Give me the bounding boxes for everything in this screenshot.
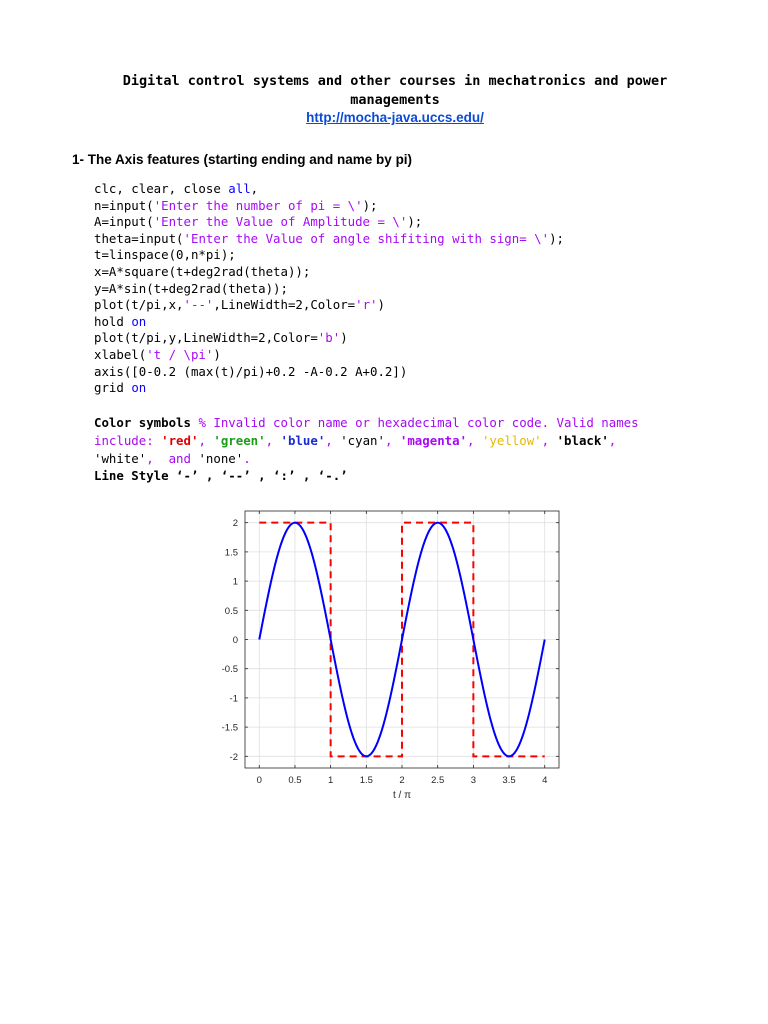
code-token: y=A*sin(t+deg2rad(theta));: [94, 280, 288, 296]
color-yellow: 'yellow': [481, 433, 542, 449]
y-tick-label: 1.5: [224, 547, 238, 559]
code-token: '--': [183, 297, 214, 313]
color-none: 'none': [198, 451, 244, 467]
y-tick-label: 0: [232, 635, 238, 646]
color-cyan: 'cyan': [340, 433, 385, 449]
document-title: Digital control systems and other courses in mechatronics and power managements: [122, 73, 668, 108]
code-token: ): [213, 346, 221, 362]
code-token: on: [131, 380, 147, 396]
color-symbols-note: Color symbols % Invalid color name or hexadecimal color code. Valid names include: 'red', 'green', 'blue', 'cyan', 'magenta', 'yellow', 'black', 'white', and 'none'.: [94, 415, 639, 467]
x-tick-label: 3: [470, 775, 477, 786]
code-token: on: [131, 313, 147, 329]
code-token: ): [340, 330, 348, 346]
code-token: 'Enter the Value of angle shifiting with sign= \': [183, 230, 550, 246]
y-tick-label: -2: [229, 751, 238, 763]
code-token: 'b': [317, 330, 341, 346]
code-token: axis([0-0.2 (max(t)/pi)+0.2 -A-0.2 A+0.2]): [94, 363, 408, 379]
y-tick-label: -1: [229, 693, 238, 705]
code-token: x=A*square(t+deg2rad(theta));: [94, 263, 311, 279]
y-tick-label: 0.5: [224, 605, 238, 617]
color-green: 'green': [213, 433, 266, 449]
code-token: ,: [250, 181, 259, 196]
y-tick-label: 1: [232, 576, 238, 588]
code-token: );: [362, 197, 378, 213]
y-tick-label: -1.5: [221, 722, 238, 734]
x-tick-label: 1: [327, 775, 334, 786]
code-token: t=linspace(0,n*pi);: [94, 247, 236, 263]
course-website-link[interactable]: http://mocha-java.uccs.edu/: [306, 110, 484, 125]
x-axis-label: t / π: [392, 790, 412, 801]
line-style-text: Line Style ‘-’ , ‘--’ , ‘:’ , ‘-.’: [94, 468, 348, 483]
code-token: plot(t/pi,x,: [94, 297, 184, 313]
x-tick-label: 0.5: [288, 775, 302, 786]
section-heading: 1- The Axis features (starting ending and name by pi): [72, 152, 413, 167]
code-token: plot(t/pi,y,LineWidth=2,Color=: [94, 330, 318, 346]
code-token: n=input(: [94, 197, 154, 213]
code-token: );: [549, 230, 564, 246]
color-blue: 'blue': [280, 433, 326, 449]
y-tick-label: -0.5: [221, 664, 238, 676]
x-tick-label: 0: [256, 775, 262, 786]
color-magenta: 'magenta': [399, 433, 468, 449]
color-black: 'black': [556, 433, 609, 449]
x-tick-label: 4: [542, 775, 548, 786]
color-red: 'red': [161, 433, 199, 449]
color-symbols-label: Color symbols: [94, 415, 199, 430]
code-token: 'Enter the number of pi = \': [153, 197, 363, 213]
comment-percent: %: [198, 415, 214, 430]
code-token: 'r': [355, 297, 378, 313]
code-token: );: [407, 214, 423, 230]
code-token: xlabel(: [94, 346, 147, 362]
code-token: hold: [94, 313, 132, 329]
code-token: 'Enter the Value of Amplitude = \': [153, 214, 408, 230]
include-label: include:: [94, 433, 162, 449]
code-token: ): [377, 297, 385, 313]
code-token: grid: [94, 380, 132, 396]
code-token: all: [228, 181, 251, 196]
code-token: A=input(: [94, 214, 154, 230]
color-white: 'white': [94, 451, 147, 467]
invalid-color-message: Invalid color name or hexadecimal color code. Valid names: [213, 415, 639, 430]
code-token: 't / \pi': [146, 346, 214, 362]
and-word: and: [161, 451, 199, 467]
x-tick-label: 2.5: [431, 775, 445, 786]
code-token: clc, clear, close: [94, 181, 229, 196]
y-tick-label: 2: [232, 518, 238, 530]
code-token: ,LineWidth=2,Color=: [213, 297, 356, 313]
x-tick-label: 1.5: [359, 775, 373, 786]
x-tick-label: 3.5: [502, 775, 516, 786]
x-tick-label: 2: [399, 775, 405, 786]
code-token: theta=input(: [94, 230, 184, 246]
